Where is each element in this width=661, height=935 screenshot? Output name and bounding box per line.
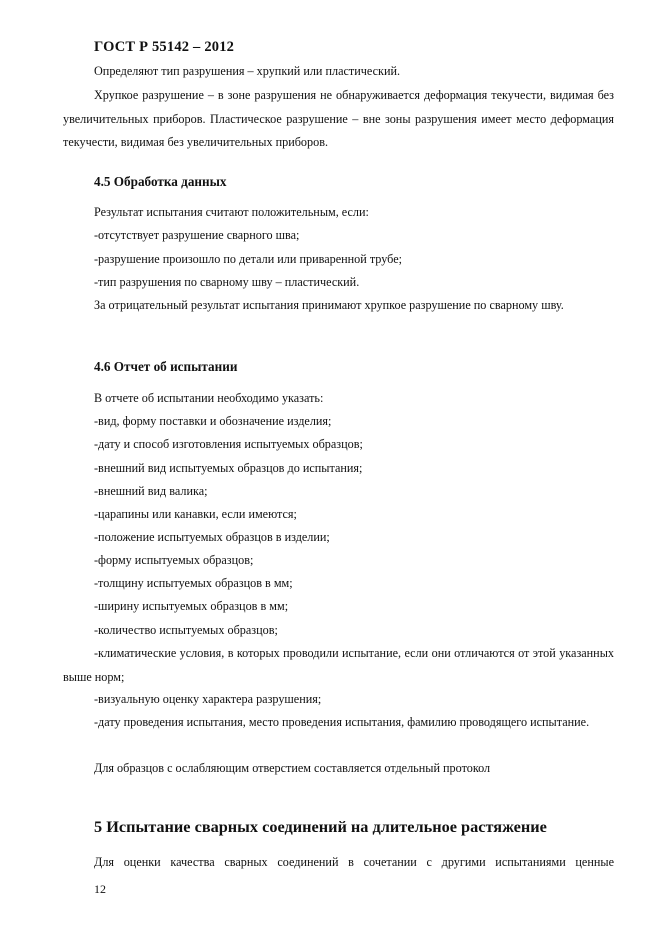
list-item: -разрушение произошло по детали или приваренной трубе; — [94, 252, 402, 266]
section-4-5-lead: Результат испытания считают положительным, если: — [94, 205, 369, 219]
list-item: -визуальную оценку характера разрушения; — [94, 692, 322, 706]
list-item: -форму испытуемых образцов; — [94, 553, 254, 567]
list-item: -внешний вид испытуемых образцов до испытания; — [94, 461, 363, 475]
list-item: -толщину испытуемых образцов в мм; — [94, 576, 293, 590]
list-item: -отсутствует разрушение сварного шва; — [94, 228, 300, 242]
section-4-6-heading: 4.6 Отчет об испытании — [94, 359, 238, 374]
separate-protocol-paragraph: Для образцов с ослабляющим отверстием составляется отдельный протокол — [94, 761, 491, 775]
list-item: -дату и способ изготовления испытуемых образцов; — [94, 437, 363, 451]
section-5-heading: 5 Испытание сварных соединений на длительное растяжение — [94, 817, 547, 836]
list-item: -вид, форму поставки и обозначение изделия; — [94, 414, 332, 428]
list-item: -тип разрушения по сварному шву – пластический. — [94, 275, 360, 289]
page-number: 12 — [94, 882, 106, 896]
list-item: -царапины или канавки, если имеются; — [94, 507, 297, 521]
date-place-item: -дату проведения испытания, место проведения испытания, фамилию проводящего испытание. — [94, 715, 590, 729]
list-item: -количество испытуемых образцов; — [94, 623, 278, 637]
list-item: -положение испытуемых образцов в изделии; — [94, 530, 330, 544]
fracture-type-paragraph: Определяют тип разрушения – хрупкий или пластический. — [94, 64, 401, 78]
negative-result-paragraph: За отрицательный результат испытания принимают хрупкое разрушение по сварному шву. — [94, 298, 564, 312]
section-4-6-lead: В отчете об испытании необходимо указать: — [94, 391, 324, 405]
list-item: -ширину испытуемых образцов в мм; — [94, 599, 289, 613]
section-5-lead: Для оценки качества сварных соединений в сочетании с другими испытаниями ценные — [94, 855, 614, 869]
climate-conditions-item: -климатические условия, в которых проводили испытание, если они отличаются от этой указанных выше норм; — [63, 646, 614, 684]
list-item: -внешний вид валика; — [94, 484, 208, 498]
fracture-description-paragraph: Хрупкое разрушение – в зоне разрушения не обнаруживается деформация текучести, видимая без увеличительных приборов. Пластическое разрушение – вне зоны разрушения имеет место деформация текучести, видимая без увеличительных приборов. — [63, 88, 614, 149]
document-header: ГОСТ Р 55142 – 2012 — [94, 39, 235, 55]
section-4-5-heading: 4.5 Обработка данных — [94, 174, 227, 189]
